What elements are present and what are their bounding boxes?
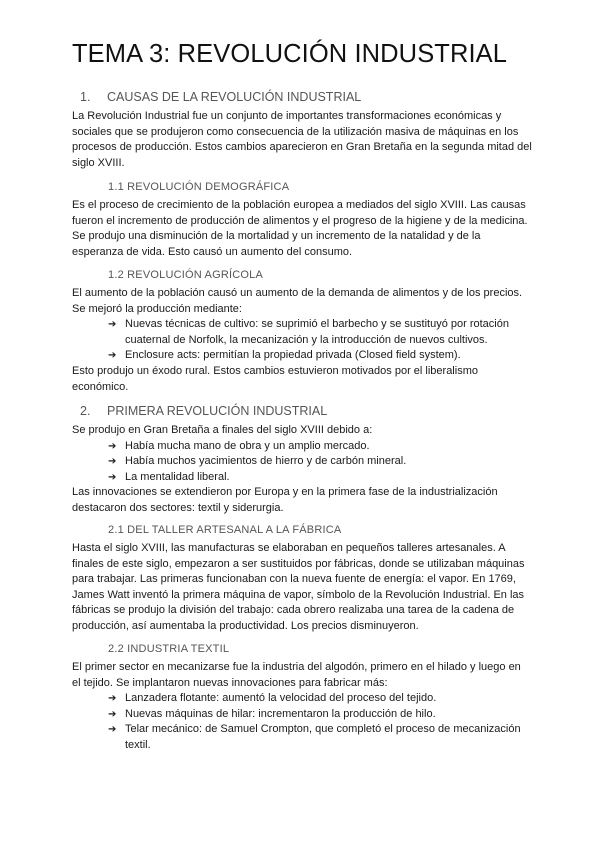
subsection-2-1-text: Hasta el siglo XVIII, las manufacturas se elaboraban en pequeños talleres artesanales. A finales de este siglo, empezaron a ser sustituidos por fábricas, donde se utilizaban máquinas para trabajar. Las primeras funcionaban con la nueva fuente de energía: el vapor. En 1769, James Watt inventó la primera máquina de vapor, símbolo de la Revolución Industrial. En las fábricas se produjo la división del trabajo: cada obrero realizaba una tarea de la cadena de producción, así aumentaba la productividad. Los precios disminuyeron. [72,542,525,632]
list-item: ➔ Nuevas técnicas de cultivo: se suprimió el barbecho y se sustituyó por rotación cuaternal de Norfolk, la mecanización y la introducción de nuevos cultivos. [108,317,532,348]
page-title: TEMA 3: REVOLUCIÓN INDUSTRIAL [72,40,508,68]
subsection-2-2-heading: 2.2 INDUSTRIA TEXTIL [108,643,230,655]
subsection-1-1-heading: 1.1 REVOLUCIÓN DEMOGRÁFICA [108,181,290,193]
section-2-list [72,439,532,486]
list-item: ➔ Enclosure acts: permitían la propiedad privada (Closed field system). [108,348,532,364]
subsection-2-1-block [72,541,532,635]
section-2-block [72,423,532,517]
section-1-intro: La Revolución Industrial fue un conjunto de importantes transformaciones económicas y sociales que se produjeron como consecuencia de la utilización masiva de máquinas en los procesos de producción. Estos cambios aparecieron en Gran Bretaña en la segunda mitad del siglo XVIII. [72,110,532,169]
section-1-title: CAUSAS DE LA REVOLUCIÓN INDUSTRIAL [107,90,362,104]
list-item: ➔ Telar mecánico: de Samuel Crompton, que completó el proceso de mecanización textil. [108,722,532,753]
subsection-1-1-text: Es el proceso de crecimiento de la población europea a mediados del siglo XVIII. Las causas fueron el incremento de producción de alimentos y el progreso de la higiene y de la medicina. Se produjo una disminución de la mortalidad y un incremento de la natalidad y de la esperanza de vida. Esto causó un aumento del consumo. [72,199,528,258]
list-item: ➔ Había mucha mano de obra y un amplio mercado. [108,439,532,455]
section-1-heading [80,90,361,104]
section-2-number: 2. [80,404,91,418]
list-item: ➔ Nuevas máquinas de hilar: incrementaron la producción de hilo. [108,707,532,723]
section-1-number: 1. [80,90,91,104]
subsection-1-2-block [72,286,532,395]
list-item: ➔ La mentalidad liberal. [108,470,532,486]
list-item: ➔ Había muchos yacimientos de hierro y de carbón mineral. [108,454,532,470]
subsection-1-2-heading: 1.2 REVOLUCIÓN AGRÍCOLA [108,269,263,281]
section-1-intro-block [72,109,532,171]
subsection-2-2-text: El primer sector en mecanizarse fue la industria del algodón, primero en el hilado y luego en el tejido. Se implantaron nuevas innovaciones para fabricar más: [72,661,521,689]
subsection-1-2-list [72,317,532,364]
subsection-1-2-text: El aumento de la población causó un aumento de la demanda de alimentos y de los precios. Se mejoró la producción mediante: [72,287,523,315]
subsection-2-2-list [72,691,532,753]
subsection-2-2-block [72,660,532,754]
subsection-1-1-block [72,198,532,260]
subsection-2-1-heading: 2.1 DEL TALLER ARTESANAL A LA FÁBRICA [108,524,342,536]
section-2-heading [80,404,327,418]
section-2-after: Las innovaciones se extendieron por Europa y en la primera fase de la industrialización destacaron dos sectores: textil y siderurgia. [72,486,498,514]
section-2-intro: Se produjo en Gran Bretaña a finales del siglo XVIII debido a: [72,424,373,436]
list-item: ➔ Lanzadera flotante: aumentó la velocidad del proceso del tejido. [108,691,532,707]
subsection-1-2-after: Esto produjo un éxodo rural. Estos cambios estuvieron motivados por el liberalismo económico. [72,364,478,393]
section-2-title: PRIMERA REVOLUCIÓN INDUSTRIAL [107,404,328,418]
